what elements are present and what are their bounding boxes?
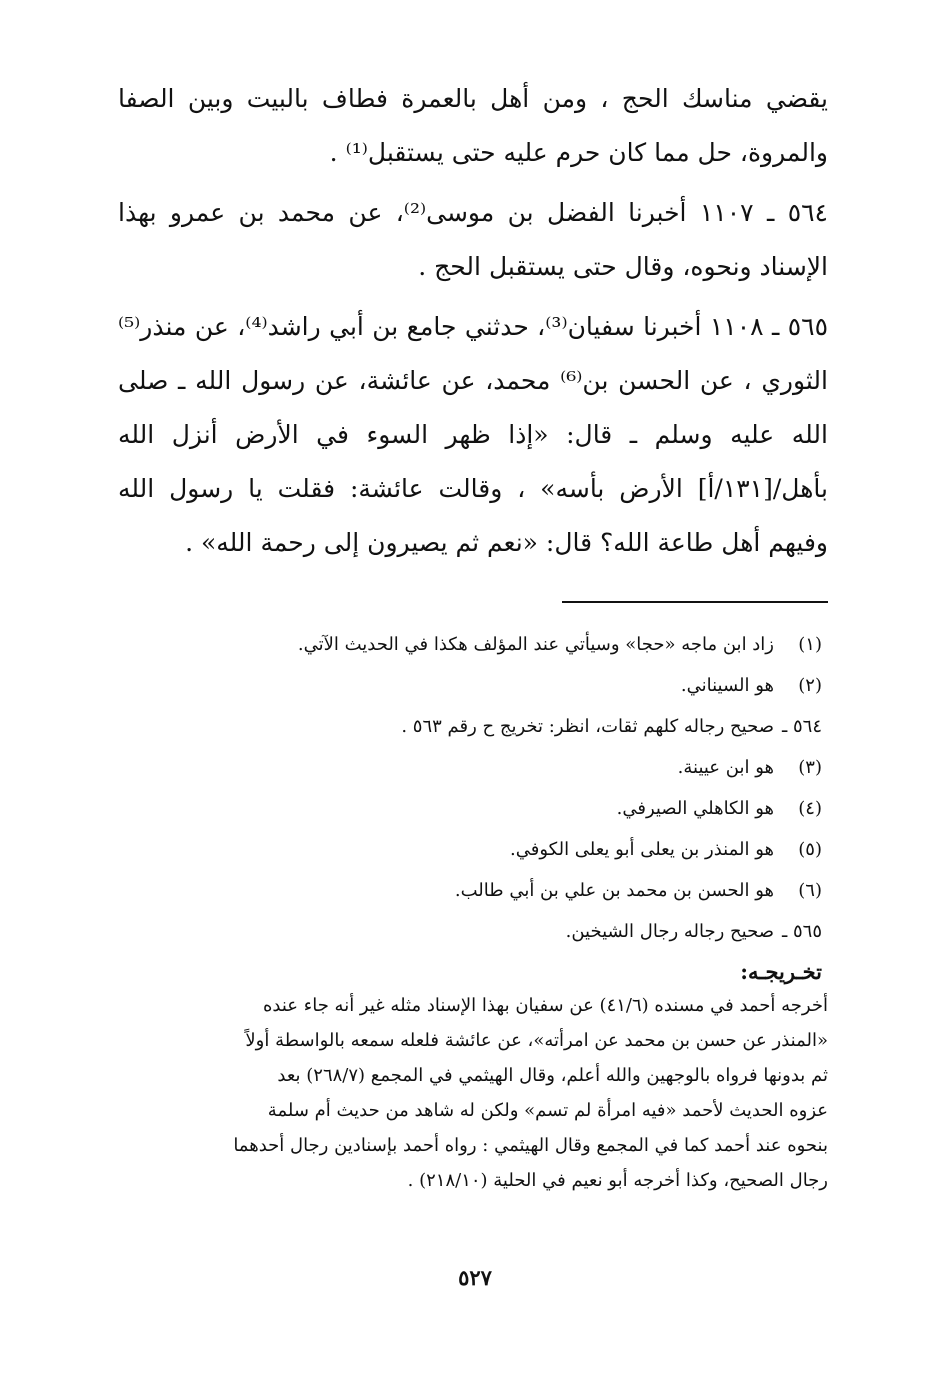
main-text xyxy=(118,72,828,570)
footnote-item xyxy=(122,829,822,870)
hadith-1107: ٥٦٤ ـ ١١٠٧ أخبرنا الفضل بن موسى⁽²⁾، عن محمد بن عمرو بهذا الإسناد ونحوه، وقال حتى يستقبل الحج . xyxy=(118,198,828,281)
footnote-item xyxy=(122,870,822,911)
footnote-text: هو الحسن بن محمد بن علي بن أبي طالب. xyxy=(454,880,774,901)
footnote-item xyxy=(122,665,822,706)
footnote-number: (٥) xyxy=(798,839,822,860)
takhrij-line: رجال الصحيح، وكذا أخرجه أبو نعيم في الحلية (٢١٨/١٠) . xyxy=(407,1170,828,1191)
footnote-number: (٤) xyxy=(798,798,822,819)
footnote-item xyxy=(122,747,822,788)
footnotes xyxy=(122,624,822,992)
footnote-separator xyxy=(562,601,828,603)
footnote-number: ٥٦٤ ـ xyxy=(781,716,822,737)
footnote-number: (١) xyxy=(798,634,822,655)
takhrij-line: أخرجه أحمد في مسنده (٤١/٦) عن سفيان بهذا الإسناد مثله غير أنه جاء عنده xyxy=(262,995,828,1016)
footnote-text: هو المنذر بن يعلى أبو يعلى الكوفي. xyxy=(510,839,774,860)
takhrij-line: «المنذر عن حسن بن محمد عن امرأته»، عن عائشة فلعله سمعه بالواسطة أولاً xyxy=(245,1030,828,1051)
footnote-text: هو الكاهلي الصيرفي. xyxy=(616,798,774,819)
hadith-1108: ٥٦٥ ـ ١١٠٨ أخبرنا سفيان⁽³⁾، حدثني جامع بن أبي راشد⁽⁴⁾، عن منذر⁽⁵⁾ الثوري ، عن الحسن بن⁽⁶⁾ محمد، عن عائشة، عن رسول الله ـ صلى الله عليه وسلم ـ قال: «إذا ظهر السوء في الأرض أنزل الله بأهل/[١٣١/أ] الأرض بأسه» ، وقالت عائشة: فقلت يا رسول الله وفيهم أهل طاعة الله؟ قال: «نعم ثم يصيرون إلى رحمة الله» . xyxy=(118,312,829,557)
page-number: ٥٢٧ xyxy=(458,1265,492,1290)
footnote-text: صحيح رجاله رجال الشيخين. xyxy=(565,921,774,942)
footnote-text: زاد ابن ماجه «حجا» وسيأتي عند المؤلف هكذا في الحديث الآتي. xyxy=(297,634,774,655)
footnote-number: ٥٦٥ ـ xyxy=(781,921,822,942)
takhrij-line: عزوه الحديث لأحمد «فيه امرأة لم تسم» ولكن له شاهد من حديث أم سلمة xyxy=(267,1100,828,1121)
footnote-text: هو ابن عيينة. xyxy=(677,757,774,778)
takhrij-body xyxy=(118,988,828,1198)
takhrij-line: ثم بدونها فرواه بالوجهين والله أعلم، وقال الهيثمي في المجمع (٢٦٨/٧) بعد xyxy=(277,1065,828,1086)
takhrij-line: بنحوه عند أحمد كما في المجمع وقال الهيثمي : رواه أحمد بإسنادين رجال أحدهما xyxy=(233,1135,828,1156)
footnote-item xyxy=(122,706,822,747)
footnote-item xyxy=(122,788,822,829)
footnote-item xyxy=(122,911,822,952)
footnote-number: (٣) xyxy=(798,757,822,778)
footnote-text: هو السيناني. xyxy=(680,675,774,696)
footnote-text: صحيح رجاله كلهم ثقات، انظر: تخريج ح رقم ٥٦٣ . xyxy=(401,716,774,737)
takhrij-heading: تخـريجـه: xyxy=(740,959,822,984)
paragraph-continuation: يقضي مناسك الحج ، ومن أهل بالعمرة فطاف بالبيت وبين الصفا والمروة، حل مما كان حرم عليه حتى يستقبل⁽¹⁾ . xyxy=(118,84,828,167)
footnote-number: (٦) xyxy=(798,880,822,901)
footnote-number: (٢) xyxy=(798,675,822,696)
footnote-item xyxy=(122,624,822,665)
